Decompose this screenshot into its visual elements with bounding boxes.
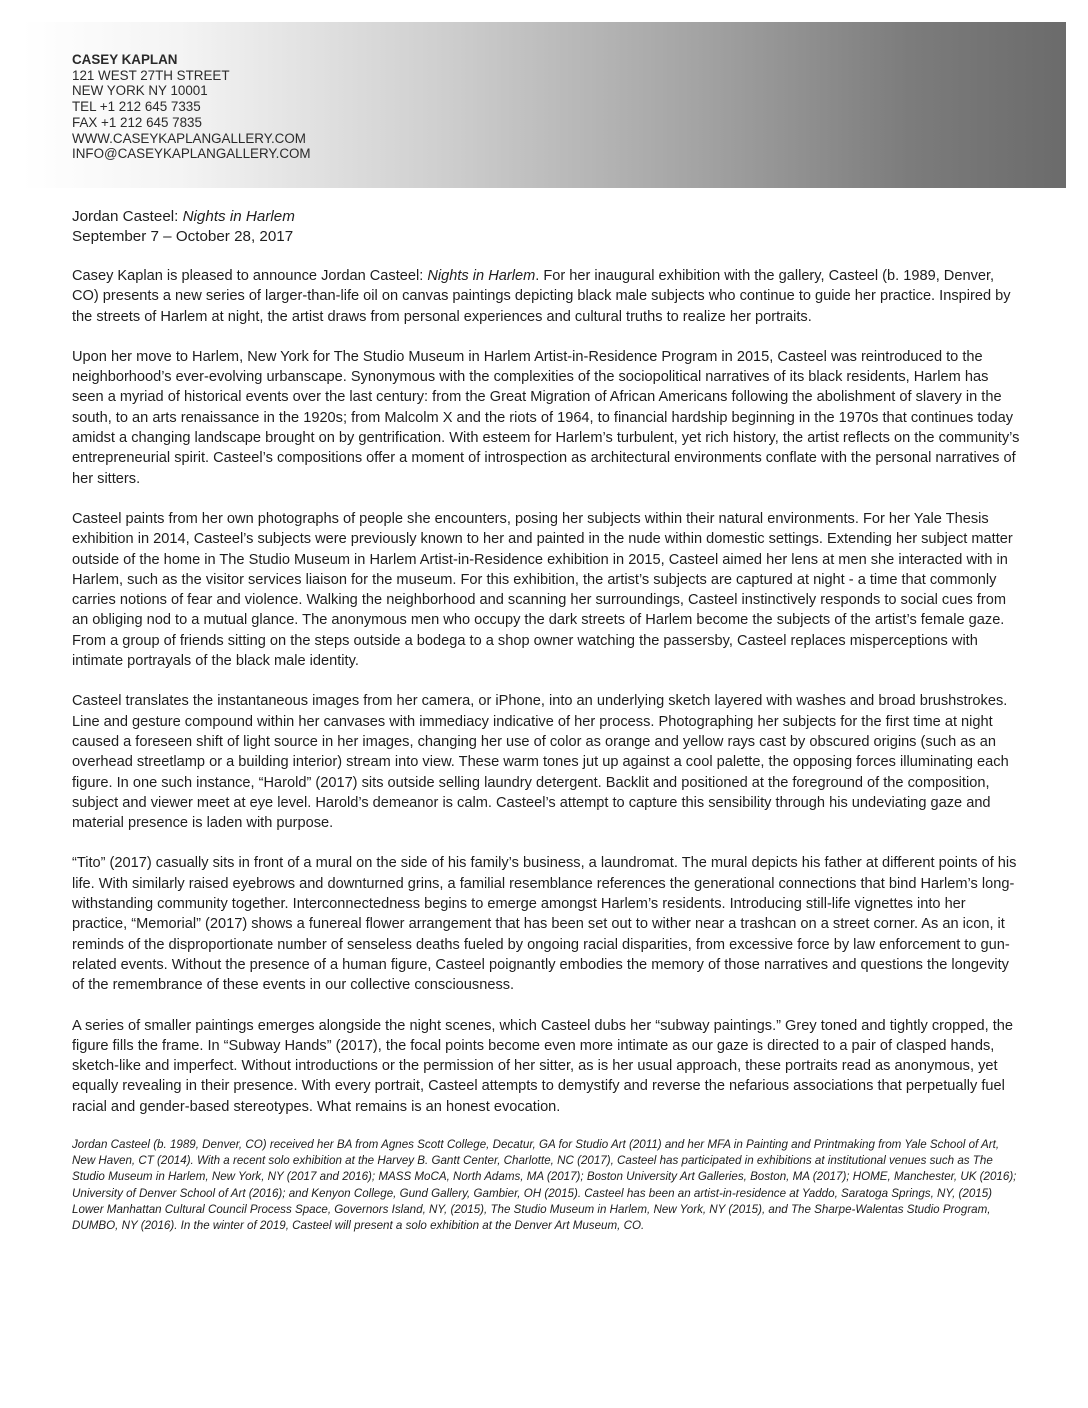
fax: FAX +1 212 645 7835 <box>72 114 202 130</box>
artist-bio: Jordan Casteel (b. 1989, Denver, CO) received her BA from Agnes Scott College, Decatur, GA for Studio Art (2011) and her MFA in Painting and Printmaking from Yale School of Art, New Haven, CT (2014). With a recent solo exhibition at the Harvey B. Gantt Center, Charlotte, NC (2017), Casteel has participated in exhibitions at institutional venues such as The Studio Museum in Harlem, New York, NY (2017 and 2016); MASS MoCA, North Adams, MA (2017); Boston University Art Galleries, Boston, MA (2017); HOME, Manchester, UK (2016); University of Denver School of Art (2016); and Kenyon College, Gund Gallery, Gambier, OH (2015). Casteel has been an artist-in-residence at Yaddo, Saratoga Springs, NY, (2015) Lower Manhattan Cultural Council Process Space, Governors Island, NY, (2015), The Studio Museum in Harlem, New York, NY (2015), and The Sharpe-Walentas Studio Program, DUMBO, NY (2016). In the winter of 2019, Casteel will present a solo exhibition at the Denver Art Museum, CO. <box>72 1137 1017 1232</box>
exhibition-dates: September 7 – October 28, 2017 <box>72 228 294 245</box>
letterhead-contact-block <box>72 52 311 162</box>
telephone: TEL +1 212 645 7335 <box>72 99 201 115</box>
gallery-name: CASEY KAPLAN <box>72 52 178 67</box>
intro-text-a: Casey Kaplan is pleased to announce Jordan Casteel: <box>72 268 428 284</box>
paragraph-harlem-history: Upon her move to Harlem, New York for The Studio Museum in Harlem Artist-in-Residence Program in 2015, Casteel was reintroduced to the neighborhood’s ever-evolving urbanscape. Synonymous with the complexities of the sociopolitical narratives of its black residents, Harlem has seen a myriad of historical events over the last century: from the Great Migration of African Americans following the abolishment of slavery in the south, to an arts renaissance in the 1920s; from Malcolm X and the riots of 1964, to financial hardship beginning in the 1970s that continues today amidst a changing landscape brought on by gentrification. With esteem for Harlem’s turbulent, yet rich history, the artist reflects on the community’s entrepreneurial spirit. Casteel’s compositions offer a moment of introspection as architectural environments conflate with the personal narratives of her sitters. <box>72 348 1020 487</box>
paragraph-photographs: Casteel paints from her own photographs of people she encounters, posing her subjects within their natural environments. For her Yale Thesis exhibition in 2014, Casteel’s subjects were previously known to her and painted in the nude within domestic settings. Extending her subject matter outside of the home in The Studio Museum in Harlem Artist-in-Residence exhibition in 2015, Casteel aimed her lens at men she interacted with in Harlem, such as the visitor services liaison for the museum. For this exhibition, the artist’s subjects are captured at night - a time that commonly carries notions of fear and violence. Walking the neighborhood and scanning her surroundings, Casteel instinctively responds to social cues from an obliging nod to a mutual glance. The anonymous men who occupy the dark streets of Harlem become the subjects of the artist’s female gaze. From a group of friends sitting on the steps outside a bodega to a shop owner watching the passersby, Casteel replaces misperceptions with intimate portrayals of the black male identity. <box>72 510 1013 670</box>
exhibition-title: Nights in Harlem <box>182 208 295 225</box>
paragraph-intro <box>72 266 1022 327</box>
press-release-body <box>72 207 1022 1234</box>
exhibition-heading <box>72 207 1022 227</box>
letterhead-banner <box>22 22 1066 188</box>
email-link[interactable]: INFO@CASEYKAPLANGALLERY.COM <box>72 146 311 162</box>
address-line-1: 121 WEST 27TH STREET <box>72 67 230 83</box>
paragraph-process: Casteel translates the instantaneous images from her camera, or iPhone, into an underlying sketch layered with washes and broad brushstrokes. Line and gesture compound within her canvases with immediacy indicative of her process. Photographing her subjects for the first time at night caused a foreseen shift of light source in her images, changing her use of color as orange and yellow rays cast by obscured origins (such as an overhead streetlamp or a building interior) stream into view. These warm tones jut up against a cool palette, the opposing forces illuminating each figure. In one such instance, “Harold” (2017) sits outside selling laundry detergent. Backlit and positioned at the foreground of the composition, subject and viewer meet at eye level. Harold’s demeanor is calm. Casteel’s attempt to capture this sensibility through his undeviating gaze and material presence is laden with purpose. <box>72 693 1009 832</box>
paragraph-subway-paintings: A series of smaller paintings emerges alongside the night scenes, which Casteel dubs her “subway paintings.” Grey toned and tightly cropped, the figure fills the frame. In “Subway Hands” (2017), the focal points become even more intimate as our gaze is directed to a pair of clasped hands, sketch-like and imperfect. Without introductions or the permission of her sitter, as is her usual approach, these portraits read as anonymous, yet equally revealing in their presence. With every portrait, Casteel attempts to demystify and reverse the nefarious associations that perpetually fuel racial and gender-based stereotypes. What remains is an honest evocation. <box>72 1017 1014 1115</box>
paragraph-tito-memorial: “Tito” (2017) casually sits in front of a mural on the side of his family’s business, a laundromat. The mural depicts his father at different points of his life. With similarly raised eyebrows and downturned grins, a familial resemblance references the generational connections that bind Harlem’s long-withstanding community together. Interconnectedness begins to emerge amongst Harlem’s residents. Introducing still-life vignettes into her practice, “Memorial” (2017) shows a funereal flower arrangement that has been set out to wither near a trashcan on a street corner. As an icon, it reminds of the disproportionate number of senseless deaths fueled by ongoing racial disparities, from excessive force by law enforcement to gun-related events. Without the presence of a human figure, Casteel poignantly embodies the memory of those narratives and questions the longevity of the remembrance of these events in our collective consciousness. <box>72 855 1017 994</box>
address-line-2: NEW YORK NY 10001 <box>72 83 208 99</box>
website-link[interactable]: WWW.CASEYKAPLANGALLERY.COM <box>72 130 306 146</box>
intro-text-b: . For her inaugural exhibition with the gallery, Casteel (b. 1989, Denver, CO) presents a new series of larger-than-life oil on canvas paintings depicting black male subjects who continue to guide her practice. Inspired by the streets of Harlem at night, the artist draws from personal experiences and cultural truths to realize her portraits. <box>72 268 1011 325</box>
intro-exhibition-title: Nights in Harlem <box>427 268 536 284</box>
exhibition-artist: Jordan Casteel: <box>72 208 183 225</box>
